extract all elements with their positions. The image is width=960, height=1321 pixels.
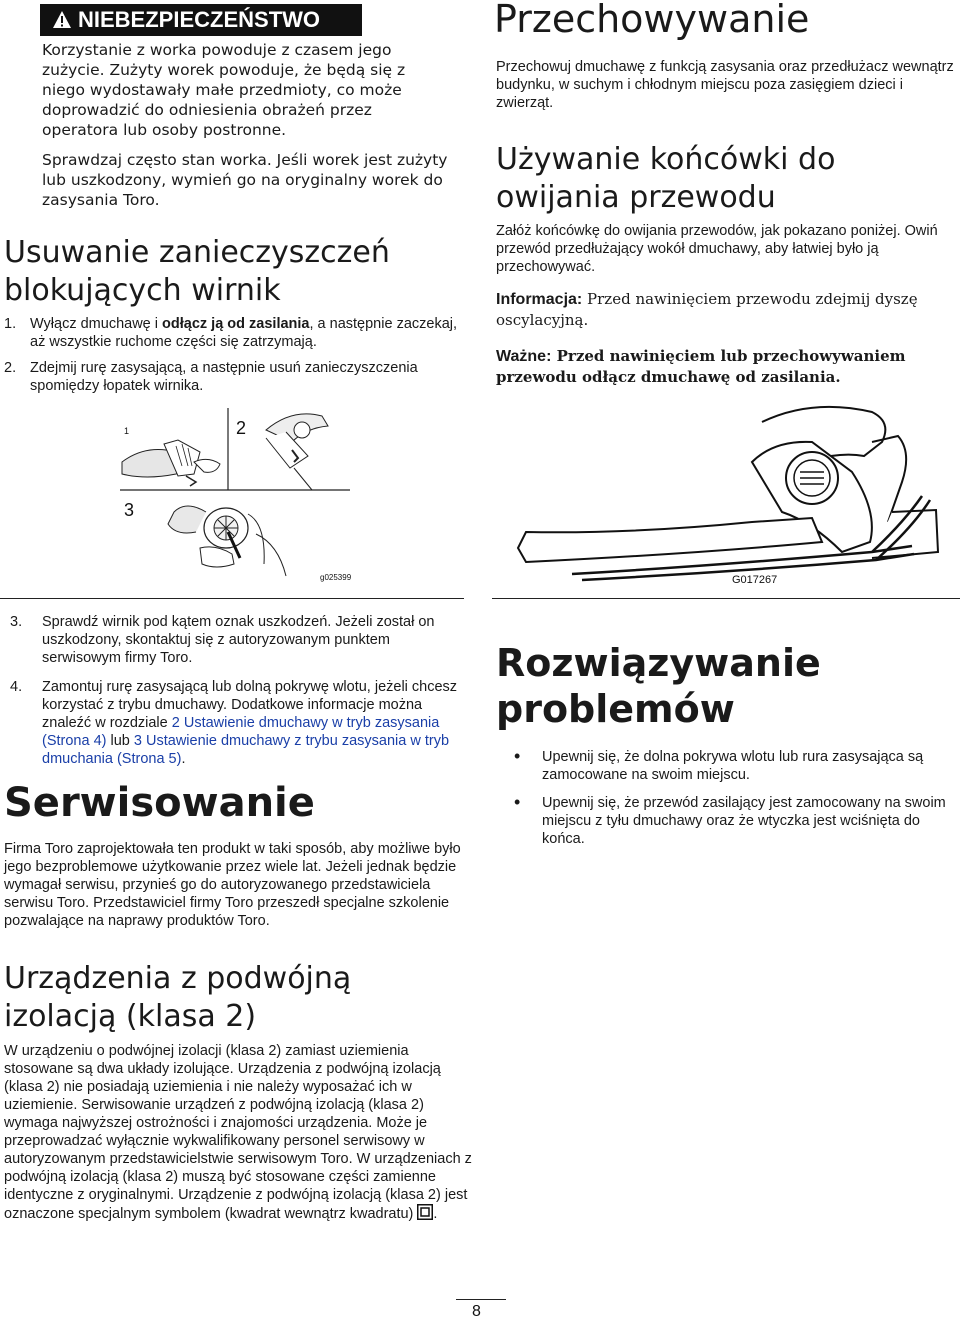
step-1-text: Wyłącz dmuchawę i odłącz ją od zasilania, a następnie zaczekaj, aż wszystkie ruchome części się zatrzymają. xyxy=(30,316,458,350)
figure-code-2: G017267 xyxy=(732,574,778,586)
important-label: Ważne: xyxy=(496,348,552,365)
section-heading-cord-wrap: Używanie końcówki do owijania przewodu xyxy=(496,142,836,215)
step-3 xyxy=(10,613,466,667)
step-2-number: 2. xyxy=(4,360,17,376)
step-4-text: Zamontuj rurę zasysającą lub dolną pokrywę wlotu, jeżeli chcesz korzystać z trybu dmuchawy. Dodatkowe informacje można znaleźć w rozdziale 2 Ustawienie dmuchawy w tryb zasysania (Strona 4) lub 3 Ustawienie dmuchawy z trybu zasysania w tryb dmuchania (Strona 5). xyxy=(42,679,458,767)
link-blower-setup[interactable]: 3 Ustawienie dmuchawy z trybu zasysania w tryb dmuchania (Strona 5) xyxy=(42,733,450,767)
section-heading-impeller: Usuwanie zanieczyszczeń blokujących wirnik xyxy=(4,235,390,308)
figure-label-1: 1 xyxy=(124,426,130,436)
list-item: • Upewnij się, że dolna pokrywa wlotu lub rura zasysająca są zamocowane na swoim miejscu. xyxy=(514,746,924,783)
section-heading-service: Serwisowanie xyxy=(4,780,315,826)
figure-label-3: 3 xyxy=(124,500,135,520)
step-4-number: 4. xyxy=(10,679,23,695)
danger-paragraph-1: Korzystanie z worka powoduje z czasem jego zużycie. Zużyty worek powoduje, że będą się z niego wydostawały małe przedmioty, co może doprowadzić do odniesienia obrażeń przez operatora lub osoby postronne. xyxy=(42,41,406,139)
bullet-icon: • xyxy=(514,792,521,812)
figure-code: g025399 xyxy=(320,573,352,582)
double-square-icon xyxy=(417,1204,433,1220)
section-heading-storage: Przechowywanie xyxy=(494,0,810,41)
impeller-figure xyxy=(116,404,354,584)
step-2-text: Zdejmij rurę zasysającą, a następnie usuń zanieczyszczenia spomiędzy łopatek wirnika. xyxy=(30,360,418,394)
figure-label-2: 2 xyxy=(236,418,247,438)
double-insulation-text: W urządzeniu o podwójnej izolacji (klasa 2) zamiast uziemienia stosowane są dwa układy izolujące. Urządzenia z podwójną izolacją (klasa 2) nie posiadają uziemienia i nie należy wyposażać ich w uziemienie. Serwisowanie urządzeń z podwójną izolacją (klasa 2) wymaga najwyższej ostrożności i znajomości urządzenia. Może je przeprowadzać wyłącznie wykwalifikowany personel serwisowy w autoryzowanym przedstawicielstwie serwisowym Toro. W urządzeniach z podwójną izolacją (klasa 2) muszą być stosowane części zamienne identyczne z oryginalnymi. Urządzenie z podwójną izolacją (klasa 2) jest oznaczone specjalnym symbolem (kwadrat wewnątrz kwadratu) . xyxy=(4,1043,472,1222)
warning-triangle-icon xyxy=(52,10,72,30)
list-item: • Upewnij się, że przewód zasilający jest zamocowany na swoim miejscu z tyłu dmuchawy oraz że wtyczka jest wciśnięta do końca. xyxy=(514,792,946,847)
cord-wrap-figure xyxy=(512,402,958,588)
step-3-number: 3. xyxy=(10,614,23,630)
danger-header xyxy=(40,4,362,36)
step-2 xyxy=(4,359,474,395)
step-1-number: 1. xyxy=(4,316,17,332)
link-vacuum-setup[interactable]: 2 Ustawienie dmuchawy w tryb zasysania (Strona 4) xyxy=(42,715,440,749)
important-note: Ważne: Przed nawinięciem lub przechowywaniem przewodu odłącz dmuchawę od zasilania. xyxy=(496,347,906,386)
figure-divider-left xyxy=(0,598,464,599)
bullet-icon: • xyxy=(514,746,521,766)
figure-divider-right xyxy=(492,598,960,599)
section-heading-troubleshooting: Rozwiązywanie problemów xyxy=(496,641,821,731)
cord-wrap-text: Załóż końcówkę do owijania przewodów, jak pokazano poniżej. Owiń przewód przedłużający wokół dmuchawy, aby łatwiej było ją przechowywać. xyxy=(496,223,938,275)
service-text: Firma Toro zaprojektowała ten produkt w taki sposób, aby możliwe było jego bezproblemowe użytkowanie przez wiele lat. Jeżeli jednak będzie wymagał serwisu, przynieś go do autoryzowanego przedstawiciela serwisu Toro. Przedstawiciel firmy Toro przeszedł specjalne szkolenie pozwalające na naprawy produktów Toro. xyxy=(4,841,461,929)
storage-text: Przechowuj dmuchawę z funkcją zasysania oraz przedłużacz wewnątrz budynku, w suchym i chłodnym miejscu poza zasięgiem dzieci i zwierząt. xyxy=(496,59,954,111)
section-heading-double-insulation: Urządzenia z podwójną izolacją (klasa 2) xyxy=(4,961,352,1034)
danger-paragraph-2: Sprawdzaj często stan worka. Jeśli worek jest zużyty lub uszkodzony, wymień go na oryginalny worek do zasysania Toro. xyxy=(42,151,448,209)
info-note: Informacja: Przed nawinięciem przewodu zdejmij dyszę oscylacyjną. xyxy=(496,290,918,329)
page-number-rule xyxy=(456,1299,506,1300)
troubleshooting-list xyxy=(514,748,954,858)
step-3-text: Sprawdź wirnik pod kątem oznak uszkodzeń. Jeżeli został on uszkodzony, skontaktuj się z autoryzowanym punktem serwisowym firmy Toro. xyxy=(42,614,435,666)
step-4 xyxy=(10,678,466,768)
step-1 xyxy=(4,315,474,351)
info-label: Informacja: xyxy=(496,291,583,308)
page-number: 8 xyxy=(472,1303,481,1320)
danger-title: NIEBEZPIECZEŃSTWO xyxy=(78,7,321,32)
